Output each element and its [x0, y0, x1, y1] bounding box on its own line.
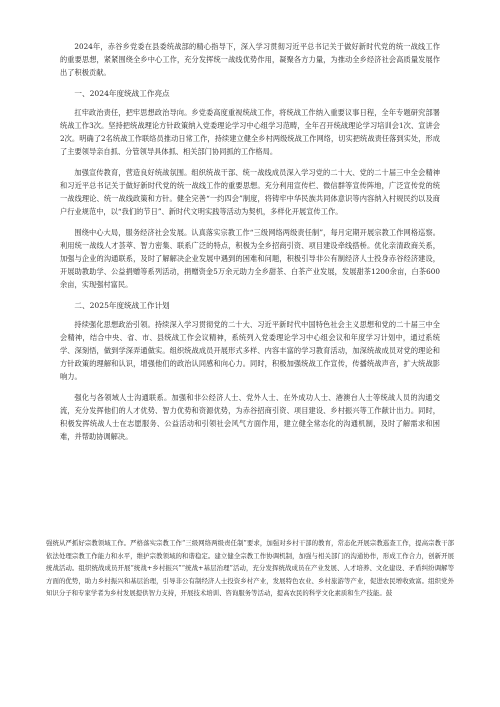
- section-heading: 一、2024年度统战工作亮点: [74, 89, 170, 98]
- body-paragraph: 扛牢政治责任，把牢思想政治导向。乡党委高度重视统战工作，将统战工作纳入重要议事日程，全年专题研究部署统战工作3次。坚持把统战理论方针政策纳入党委理论学习中心组学习范畴，全年召开统战理论学习培训会1次、宣讲会2次。明确了2名统战工作联络员推动日常工作，持续建立健全乡村两级统战工作网络，切实把统战责任落到实处，形成了主要领导亲自抓、分管领导具体抓、相关部门协同抓的工作格局。: [60, 108, 440, 156]
- body-paragraph: 持续强化思想政治引领。持续深入学习贯彻党的二十大、习近平新时代中国特色社会主义思想和党的二十届三中全会精神，结合中央、省、市、县统战工作会议精神，系统列入党委理论学习中心组会议和年度学习计划中，通过系统学、深刻悟，做到学深弄通做实。组织统战成员开展形式多样、内容丰富的学习教育活动，加深统战成员对党的理论和方针政策的理解和认识，增强他们的政治认同感和向心力。同时，积极加强统战工作宣传，传播统战声音，扩大统战影响力。: [60, 320, 440, 381]
- body-paragraph: 强化与各领域人士沟通联系。加强和非公经济人士、党外人士、在外成功人士、港澳台人士等统战人员的沟通交流，充分发挥他们的人才优势、智力优势和资源优势，为赤谷招商引资、项目建设、乡村振兴等工作献计出力。同时，积极发挥统战人士在志愿服务、公益活动和引领社会风气方面作用，建立健全常态化的沟通机制，及时了解需求和困难，并帮助协调解决。: [60, 393, 440, 441]
- intro-paragraph: 2024年，赤谷乡党委在县委统战部的精心指导下，深入学习贯彻习近平总书记关于做好新时代党的统一战线工作的重要思想，紧紧围绕全乡中心工作，充分发挥统一战线优势作用，凝聚各方力量，为推动全乡经济社会高质量发展作出了积极贡献。: [60, 42, 440, 77]
- overflow-text-block: [46, 537, 454, 600]
- body-paragraph: 加强宣传教育，营造良好统战氛围。组织统战干部、统一战线成员深入学习党的二十大、党的二十届三中全会精神和习近平总书记关于做好新时代党的统一战线工作的重要思想。充分利用宣传栏、微信群等宣传阵地，广泛宣传党的统一战线理论、统一战线政策和方针。健全完善“一约四会”制度，将铸牢中华民族共同体意识等内容纳入村规民约以及商户行业规范中，以“我们的节日”、新时代文明实践等活动为契机，多样化开展宣传工作。: [60, 168, 440, 216]
- body-paragraph: 围绕中心大局，服务经济社会发展。认真落实宗教工作“三级网络两级责任制”，每月定期开展宗教工作网格巡察。利用统一战线人才荟萃、智力密集、联系广泛的特点，积极为全乡招商引资、项目建设牵线搭桥。优化亲清政商关系，加强与企业的沟通联系，及时了解解决企业发展中遇到的困难和问题，积极引导非公有制经济人士投身赤谷经济建设，开展助教助学、公益捐赠等系列活动，捐赠资金5万余元助力全乡甜茶、白茶产业发展，发展甜茶1200余亩，白茶600余亩，实现强村富民。: [60, 228, 440, 289]
- document-body: [60, 40, 440, 443]
- overflow-paragraph: 强统从严抓好宗教领域工作。严格落实宗教工作“三级网络两级责任制”要求，加强对乡村干部的教育，常态化开展宗教巡查工作，提高宗教干部依法处理宗教工作能力和水平，维护宗教领域的和谐稳定。建立健全宗教工作协调机制，加强与相关部门的沟通协作，形成工作合力，创新开展统战活动。组织统战成员开展“统战+乡村振兴”“统战+基层治理”活动，充分发挥统战成员在产业发展、人才培养、文化建设、矛盾纠纷调解等方面的优势，助力乡村振兴和基层治理，引导非公有制经济人士投资乡村产业，发展特色农业、乡村旅游等产业，促进农民增收致富。组织党外知识分子和专家学者为乡村发展提供智力支持，开展技术培训、咨询服务等活动，提高农民的科学文化素质和生产技能。鼓: [46, 539, 454, 598]
- section-heading: 二、2025年度统战工作计划: [74, 301, 170, 310]
